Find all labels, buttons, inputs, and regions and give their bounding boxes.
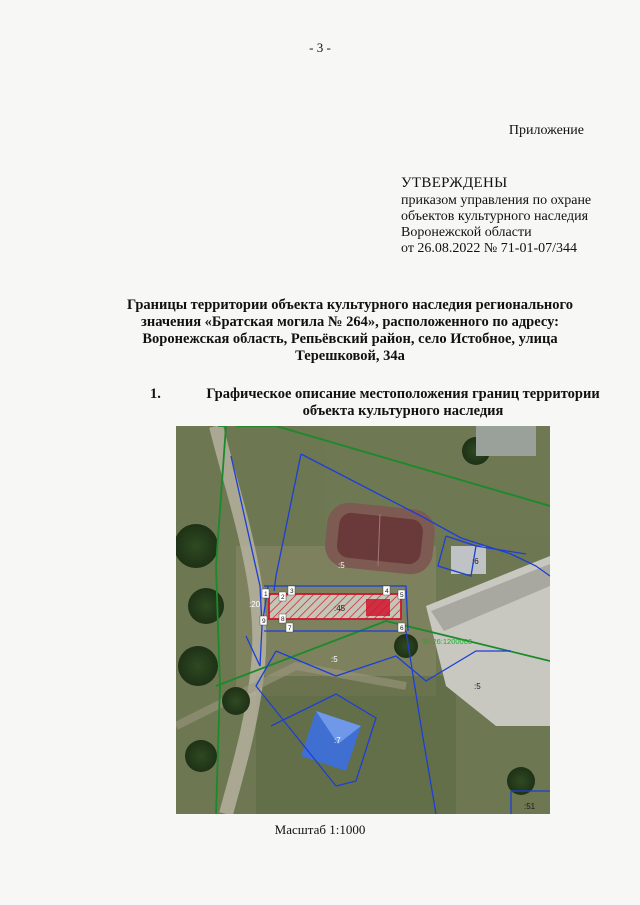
title-line: Границы территории объекта культурного наследия регионального — [127, 297, 573, 313]
section-title-line: Графическое описание местоположения границ территории — [206, 386, 600, 402]
parcel-label: :45 — [334, 604, 346, 613]
page-number: - 3 - — [309, 40, 331, 55]
building-small — [451, 546, 486, 574]
point-number: 9 — [262, 618, 266, 625]
approval-line: приказом управления по охране — [401, 193, 592, 208]
parcel-label: :5 — [474, 682, 481, 691]
approval-line: Воронежской области — [401, 225, 532, 240]
point-number: 1 — [264, 591, 268, 598]
point-number: 8 — [281, 616, 285, 623]
parcel-label: :20 — [249, 600, 261, 609]
section-title-line: объекта культурного наследия — [302, 403, 504, 419]
parcel-label: :7 — [334, 736, 341, 745]
point-number: 2 — [281, 594, 285, 601]
title-line: Воронежская область, Репьёвский район, село Истобное, улица — [142, 331, 558, 347]
parcel-label: :5 — [331, 655, 338, 664]
parcel-label: :51 — [524, 802, 536, 811]
point-number: 4 — [385, 588, 389, 595]
appendix-label: Приложение — [508, 123, 584, 138]
section-number: 1. — [150, 386, 161, 402]
section-title — [193, 386, 613, 420]
point-number: 3 — [290, 588, 294, 595]
cadastral-quarter-label: 36:26:1200003 — [422, 637, 473, 646]
approval-line: объектов культурного наследия — [401, 209, 589, 224]
point-number: 6 — [400, 625, 404, 632]
site-map-image — [176, 426, 550, 814]
tree-cluster — [176, 524, 218, 568]
scale-label: Масштаб 1:1000 — [274, 822, 366, 837]
parcel-label: :6 — [472, 557, 479, 566]
grave-marker — [366, 599, 390, 616]
point-number: 5 — [400, 592, 404, 599]
approval-line: от 26.08.2022 № 71-01-07/344 — [401, 241, 578, 256]
site-map — [176, 426, 550, 814]
title-line: Терешковой, 34а — [295, 348, 405, 364]
title-line: значения «Братская могила № 264», расположенного по адресу: — [141, 314, 559, 330]
point-number: 7 — [288, 625, 292, 632]
document-title — [100, 297, 600, 365]
parcel-label: :5 — [338, 561, 345, 570]
approval-block — [401, 175, 591, 257]
approval-heading: УТВЕРЖДЕНЫ — [401, 175, 508, 191]
